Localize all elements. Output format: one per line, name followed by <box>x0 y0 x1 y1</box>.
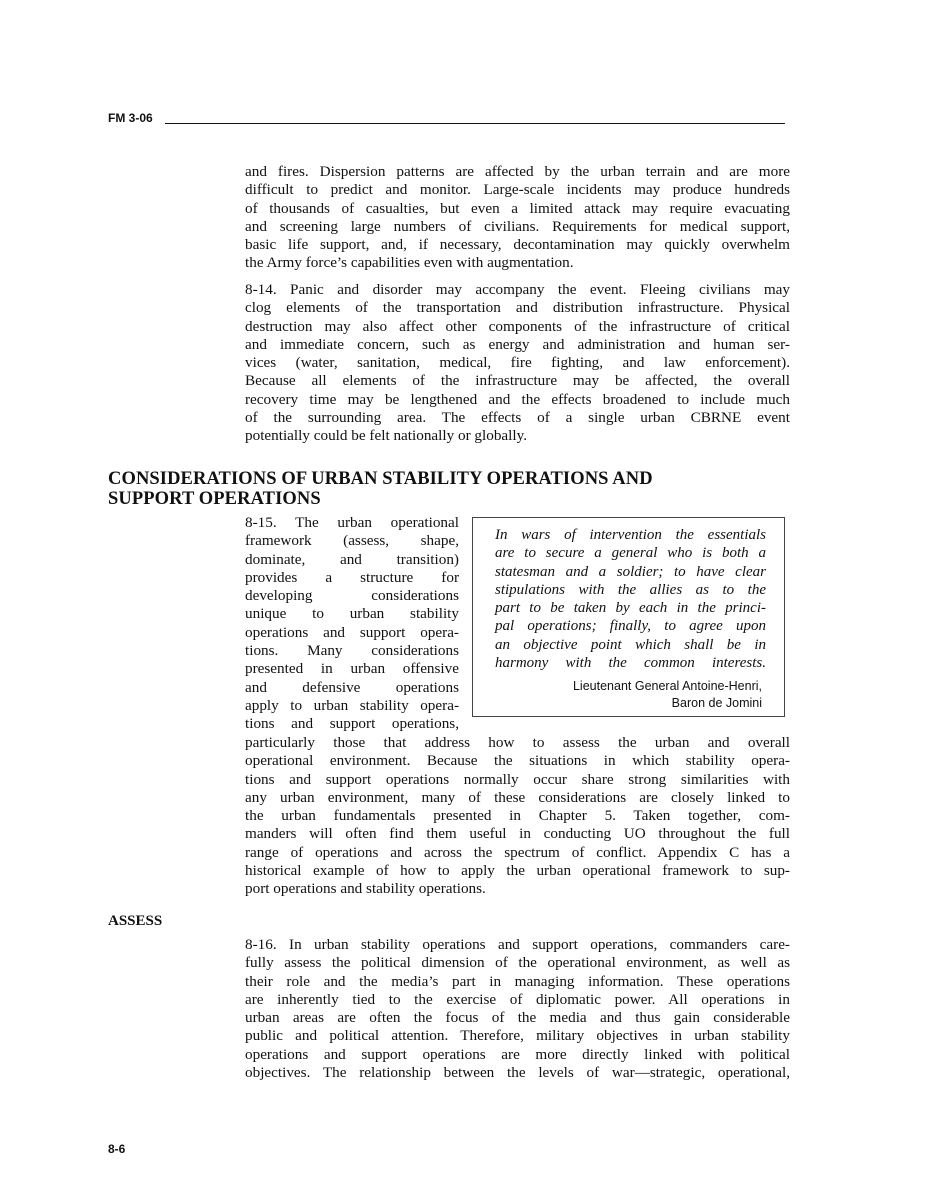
section-heading-line: SUPPORT OPERATIONS <box>108 488 321 509</box>
text-line: are inherently tied to the exercise of diplomatic power. All operations in <box>245 990 790 1008</box>
text-line: and fires. Dispersion patterns are affected by the urban terrain and are more <box>245 163 790 180</box>
text-line: destruction may also affect other components of the infrastructure of critical <box>245 317 790 335</box>
page-number: 8-6 <box>108 1142 126 1156</box>
text-line: the Army force’s capabilities even with augmentation. <box>245 254 574 272</box>
text-line: operations and support operations are more directly linked with political <box>245 1045 790 1063</box>
text-line: In wars of intervention the essentials <box>495 527 766 543</box>
paragraph-8-15-full <box>245 734 790 899</box>
text-line: part to be taken by each in the princi- <box>495 600 766 617</box>
text-line: pal operations; finally, to agree upon <box>495 618 766 635</box>
attribution-line: Baron de Jomini <box>671 696 762 710</box>
text-line: of thousands of casualties, but even a limited attack may require evacuating <box>245 199 790 217</box>
text-line: particularly those that address how to assess the urban and overall <box>245 734 790 751</box>
running-header: FM 3-06 <box>108 111 153 125</box>
text-line: tions and support operations, <box>245 715 459 733</box>
text-line: their role and the media’s part in managing information. These operations <box>245 972 790 990</box>
subsection-heading-assess: ASSESS <box>108 913 163 929</box>
text-line: basic life support, and, if necessary, decontamination may quickly overwhelm <box>245 236 790 254</box>
text-line: tions. Many considerations <box>245 642 459 660</box>
text-line: fully assess the political dimension of the operational environment, as well as <box>245 954 790 972</box>
text-line: 8-15. The urban operational <box>245 514 459 531</box>
text-line: harmony with the common interests. <box>495 655 766 672</box>
text-line: tions and support operations normally occur share strong similarities with <box>245 770 790 788</box>
text-line: the urban fundamentals presented in Chapter 5. Taken together, com- <box>245 807 790 825</box>
section-heading-line: CONSIDERATIONS OF URBAN STABILITY OPERATIONS AND <box>108 469 653 489</box>
paragraph-8-14 <box>245 281 790 446</box>
text-line: 8-16. In urban stability operations and support operations, commanders care- <box>245 936 790 953</box>
text-line: unique to urban stability <box>245 605 459 623</box>
quote-box <box>472 517 785 717</box>
paragraph-continued <box>245 163 790 273</box>
text-line: framework (assess, shape, <box>245 532 459 550</box>
text-line: of the surrounding area. The effects of a single urban CBRNE event <box>245 409 790 427</box>
text-line: public and political attention. Therefore, military objectives in urban stability <box>245 1027 790 1045</box>
paragraph-8-16 <box>245 936 790 1082</box>
text-line: 8-14. Panic and disorder may accompany the event. Fleeing civilians may <box>245 281 790 298</box>
text-line: urban areas are often the focus of the media and thus gain considerable <box>245 1009 790 1027</box>
header-rule <box>165 123 785 124</box>
text-line: developing considerations <box>245 587 459 605</box>
text-line: recovery time may be lengthened and the effects broadened to include much <box>245 390 790 408</box>
text-line: range of operations and across the spectrum of conflict. Appendix C has a <box>245 843 790 861</box>
paragraph-8-15-narrow <box>245 514 459 734</box>
text-line: and immediate concern, such as energy and administration and human ser- <box>245 335 790 353</box>
text-line: stipulations with the allies as to the <box>495 581 766 598</box>
text-line: objectives. The relationship between the levels of war—strategic, operational, <box>245 1064 790 1082</box>
text-line: are to secure a general who is both a <box>495 545 766 562</box>
text-line: clog elements of the transportation and distribution infrastructure. Physical <box>245 299 790 317</box>
text-line: Because all elements of the infrastructure may be affected, the overall <box>245 372 790 390</box>
text-line: port operations and stability operations. <box>245 880 486 898</box>
text-line: and defensive operations <box>245 678 459 696</box>
text-line: historical example of how to apply the urban operational framework to sup- <box>245 862 790 880</box>
text-line: operational environment. Because the situations in which stability opera- <box>245 752 790 770</box>
text-line: statesman and a soldier; to have clear <box>495 563 766 580</box>
text-line: manders will often find them useful in conducting UO throughout the full <box>245 825 790 843</box>
quote-text <box>495 526 766 672</box>
text-line: any urban environment, many of these considerations are closely linked to <box>245 788 790 806</box>
text-line: presented in urban offensive <box>245 660 459 678</box>
section-heading <box>108 470 653 509</box>
text-line: difficult to predict and monitor. Large-scale incidents may produce hundreds <box>245 181 790 199</box>
text-line: operations and support opera- <box>245 623 459 641</box>
attribution-line: Lieutenant General Antoine-Henri, <box>572 679 762 693</box>
text-line: provides a structure for <box>245 568 459 586</box>
text-line: apply to urban stability opera- <box>245 696 459 714</box>
text-line: and screening large numbers of civilians. Requirements for medical support, <box>245 217 790 235</box>
text-line: potentially could be felt nationally or globally. <box>245 427 528 445</box>
text-line: vices (water, sanitation, medical, fire fighting, and law enforcement). <box>245 354 790 372</box>
text-line: dominate, and transition) <box>245 550 459 568</box>
text-line: an objective point which shall be in <box>495 636 766 653</box>
quote-attribution <box>573 678 762 712</box>
